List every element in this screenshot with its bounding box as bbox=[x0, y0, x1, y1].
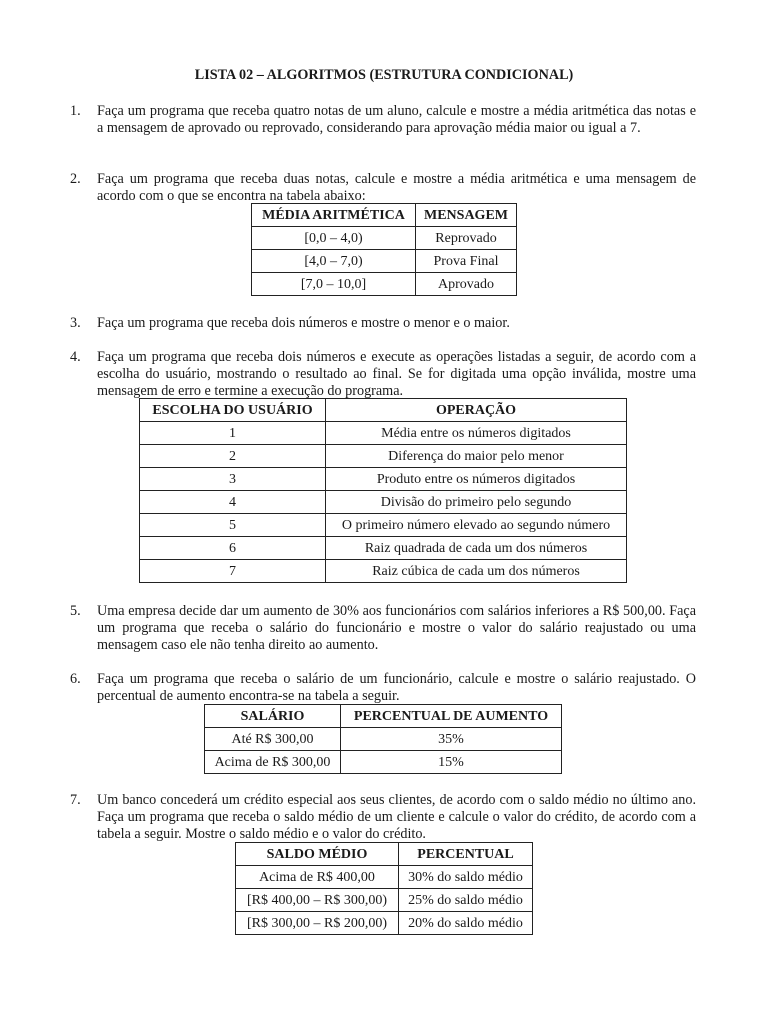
table-saldo-percentual bbox=[235, 842, 533, 935]
exercise-number: 5. bbox=[70, 603, 81, 619]
exercise-number: 1. bbox=[70, 103, 81, 119]
table-cell: O primeiro número elevado ao segundo número bbox=[326, 514, 627, 537]
table-row bbox=[140, 514, 627, 537]
table-cell: Reprovado bbox=[416, 227, 517, 250]
exercise-number: 2. bbox=[70, 171, 81, 187]
table-salario-aumento bbox=[204, 704, 562, 774]
table-row bbox=[252, 227, 517, 250]
exercise-text: Faça um programa que receba duas notas, calcule e mostre a média aritmética e uma mensagem de acordo com o que se encontra na tabela abaixo: bbox=[97, 171, 696, 204]
table-media-mensagem bbox=[251, 203, 517, 296]
table-row bbox=[236, 912, 533, 935]
table-header-cell: SALÁRIO bbox=[205, 705, 341, 728]
table-cell: 20% do saldo médio bbox=[399, 912, 533, 935]
table-header-cell: OPERAÇÃO bbox=[326, 399, 627, 422]
table-row bbox=[252, 250, 517, 273]
table-header-cell: MENSAGEM bbox=[416, 204, 517, 227]
table-cell: [7,0 – 10,0] bbox=[252, 273, 416, 296]
table-escolha-operacao bbox=[139, 398, 627, 583]
table-row bbox=[140, 491, 627, 514]
exercise-number: 3. bbox=[70, 315, 81, 331]
page-title: LISTA 02 – ALGORITMOS (ESTRUTURA CONDICIONAL) bbox=[194, 67, 574, 83]
exercise-5 bbox=[70, 603, 696, 654]
table-row bbox=[252, 273, 517, 296]
exercise-2 bbox=[70, 171, 696, 205]
table-row bbox=[140, 468, 627, 491]
table-cell: Raiz quadrada de cada um dos números bbox=[326, 537, 627, 560]
table-row bbox=[236, 866, 533, 889]
table-header-row bbox=[236, 843, 533, 866]
exercise-3 bbox=[70, 315, 696, 332]
exercise-text: Faça um programa que receba dois números e mostre o menor e o maior. bbox=[97, 315, 510, 331]
table-cell: [R$ 300,00 – R$ 200,00) bbox=[236, 912, 399, 935]
table-cell: Acima de R$ 300,00 bbox=[205, 751, 341, 774]
table-cell: Até R$ 300,00 bbox=[205, 728, 341, 751]
exercise-text: Faça um programa que receba o salário de um funcionário, calcule e mostre o salário reajustado. O percentual de aumento encontra-se na tabela a seguir. bbox=[97, 671, 696, 704]
table-cell: 1 bbox=[140, 422, 326, 445]
table-cell: Raiz cúbica de cada um dos números bbox=[326, 560, 627, 583]
table-cell: 3 bbox=[140, 468, 326, 491]
table-header-row bbox=[140, 399, 627, 422]
table-row bbox=[140, 560, 627, 583]
exercise-text: Um banco concederá um crédito especial aos seus clientes, de acordo com o saldo médio no último ano. Faça um programa que receba o saldo médio de um cliente e calcule o valor do crédito, de acordo com a tabela a seguir. Mostre o saldo médio e o valor do crédito. bbox=[97, 792, 696, 842]
exercise-4 bbox=[70, 349, 696, 400]
table-cell: 15% bbox=[341, 751, 562, 774]
table-header-row bbox=[252, 204, 517, 227]
table-cell: 2 bbox=[140, 445, 326, 468]
table-cell: Média entre os números digitados bbox=[326, 422, 627, 445]
exercise-1 bbox=[70, 103, 696, 137]
exercise-text: Faça um programa que receba quatro notas de um aluno, calcule e mostre a média aritmética das notas e a mensagem de aprovado ou reprovado, considerando para aprovação média maior ou igual a 7. bbox=[97, 103, 696, 136]
table-cell: Acima de R$ 400,00 bbox=[236, 866, 399, 889]
table-header-cell: MÉDIA ARITMÉTICA bbox=[252, 204, 416, 227]
exercise-text: Uma empresa decide dar um aumento de 30% aos funcionários com salários inferiores a R$ 500,00. Faça um programa que receba o salário do funcionário e mostre o valor do salário reajustado ou uma mensagem caso ele não tenha direito ao aumento. bbox=[97, 603, 696, 653]
table-cell: Divisão do primeiro pelo segundo bbox=[326, 491, 627, 514]
table-row bbox=[205, 728, 562, 751]
table-header-cell: ESCOLHA DO USUÁRIO bbox=[140, 399, 326, 422]
exercise-text: Faça um programa que receba dois números e execute as operações listadas a seguir, de acordo com a escolha do usuário, mostrando o resultado ao final. Se for digitada uma opção inválida, mostre uma mensagem de erro e termine a execução do programa. bbox=[97, 349, 696, 399]
table-row bbox=[140, 422, 627, 445]
table-header-cell: PERCENTUAL DE AUMENTO bbox=[341, 705, 562, 728]
table-header-cell: SALDO MÉDIO bbox=[236, 843, 399, 866]
table-cell: [4,0 – 7,0) bbox=[252, 250, 416, 273]
exercise-7 bbox=[70, 792, 696, 843]
table-row bbox=[205, 751, 562, 774]
table-cell: 4 bbox=[140, 491, 326, 514]
table-cell: 6 bbox=[140, 537, 326, 560]
table-cell: [R$ 400,00 – R$ 300,00) bbox=[236, 889, 399, 912]
table-cell: 5 bbox=[140, 514, 326, 537]
exercise-number: 6. bbox=[70, 671, 81, 687]
table-row bbox=[140, 445, 627, 468]
exercise-6 bbox=[70, 671, 696, 705]
table-header-row bbox=[205, 705, 562, 728]
table-row bbox=[236, 889, 533, 912]
table-cell: Aprovado bbox=[416, 273, 517, 296]
table-cell: Produto entre os números digitados bbox=[326, 468, 627, 491]
table-cell: [0,0 – 4,0) bbox=[252, 227, 416, 250]
table-row bbox=[140, 537, 627, 560]
exercise-number: 4. bbox=[70, 349, 81, 365]
table-cell: Prova Final bbox=[416, 250, 517, 273]
table-cell: 7 bbox=[140, 560, 326, 583]
table-cell: 35% bbox=[341, 728, 562, 751]
table-cell: 25% do saldo médio bbox=[399, 889, 533, 912]
exercise-number: 7. bbox=[70, 792, 81, 808]
table-header-cell: PERCENTUAL bbox=[399, 843, 533, 866]
table-cell: 30% do saldo médio bbox=[399, 866, 533, 889]
table-cell: Diferença do maior pelo menor bbox=[326, 445, 627, 468]
